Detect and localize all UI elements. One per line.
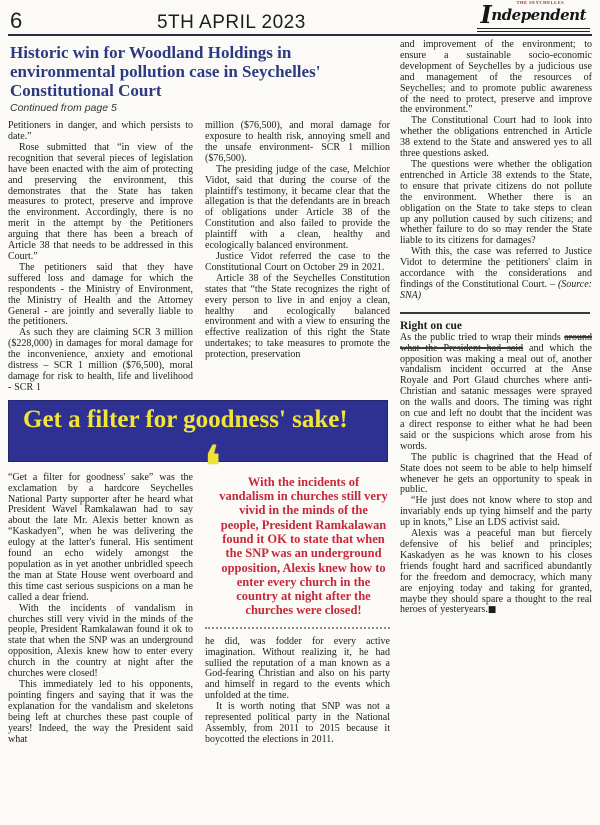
article2-columns [8,432,390,746]
paragraph: With the incidents of vandalism in churches still very vivid in the minds of the people, President Ramkalawan found it ok to state that when the SNP was an underground opposition, Alexis knew how to enter every church in the country at night after the churches were closed! [8,602,193,680]
right-region [400,40,592,746]
paragraph: The Constitutional Court had to look into whether the obligations entrenched in Article 38 extend to the State and answered yes to all three questions asked. [400,115,592,160]
struck-text: around what the President had said [400,331,592,354]
paragraph: Justice Vidot referred the case to the Constitutional Court on October 29 in 2021. [205,250,390,273]
masthead-logo [477,1,590,33]
paragraph: “He just does not know where to stop and invariably ends up tying himself and the party up in knots,” Lise an LDS activist said. [400,495,592,529]
banner-headline: Get a filter for goodness' sake! [8,400,388,462]
paragraph: The petitioners said that they have suffered loss and damage for which the respondents - the Ministry of Environment, the Ministry of Health and the Attorney General - are jointly and severally liable to the petitioners. [8,261,193,328]
article1-col1 [8,121,193,394]
page-date: 5TH APRIL 2023 [156,12,306,33]
paragraph: The questions were whether the obligation entrenched in Article 38 extends to the State, to ensure that private citizens do not pollute the environment. Whether there is an obligation on the State to take steps to clean up any pollution caused by such citizens; and whether failure to do so may render the State liable to its citizens for damages? [400,158,592,247]
end-of-article-mark: ■ [487,605,497,616]
page-header [8,0,592,36]
article1-columns [8,121,390,394]
paragraph: With this, the case was referred to Justice Vidot to determine the petitioners' claim in accordance with the considerations and findings of the Constitutional Court. – (Source: SNA) [400,246,592,301]
paragraph: Article 38 of the Seychelles Constitution states that “the State recognizes the right of every person to live in and enjoy a clean, healthy and ecologically balanced environment and with a view to ensuring the effective realization of this right the State undertakes; to take measures to promote the protection, preservation [205,272,390,361]
article1-col2 [205,121,390,394]
paragraph: Alexis was a peaceful man but fiercely defensive of his belief and principles; Kaskadyen as he was known to his closes friends fought hard and sacrificed abundantly for the freedom and democracy, which many are enjoying today and taking for granted, maybe they should spare a thought to the real heroes of yesteryears.■ [400,528,592,616]
masthead-title: Independent [480,0,586,29]
section-divider [400,312,590,314]
pull-quote: With the incidents of vandalism in churches still very vivid in the minds of the people, President Ramkalawan found it OK to state that when the SNP was an underground opposition, Alexis knew how to enter every church in the country at night after the churches were closed! [205,473,390,629]
source-credit: (Source: SNA) [400,278,592,301]
article1-col3 [400,40,592,302]
left-region [8,40,390,746]
paragraph: Petitioners in danger, and which persists to date.” [8,120,193,142]
right-on-cue-section [400,320,592,617]
paragraph: and improvement of the environment; to ensure a sustainable socio-economic development of Seychelles by a judicious use and management of the resources of Seychelles; and to promote public awareness of the need to protect, preserve and improve the environment.” [400,39,592,116]
masthead-tagline: THE SEYCHELLES [516,0,565,5]
paragraph: As the public tried to wrap their minds around what the President had said and which the opposition was making a meal out of, another vandalism incident occurred at the Anse Royale and Port Glaud churches where anti-Christian and satanic messages were sprayed on the walls and doors. The timing was right on cue and left no doubt that the incident was a direct response to either what he had been said or the suspicions which arose from his words. [400,331,592,452]
page-body [8,40,592,746]
paragraph: The public is chagrined that the Head of State does not seem to be able to help himself whenever he gets an opportunity to speak in public. [400,451,592,496]
paragraph: “Get a filter for goodness' sake” was the exclamation by a hardcore Seychelles National Party supporter after he heard what President Wavel Ramkalawan had to say about the late Mr. Alexis better known as “Kaskadyen”, when he was delivering the eulogy at the latter's funeral. His sentiment found an echo widely amongst the population as in yet another unbridled speech the man at State House went overboard and this time cast serious suspicions on a man he called a dear friend. [8,471,193,603]
article1-headline: Historic win for Woodland Holdings in environmental pollution case in Seychelles' Constitutional Court [10,43,321,101]
right-on-cue-heading: Right on cue [400,319,462,332]
article2-col2 [203,432,390,746]
paragraph: The presiding judge of the case, Melchior Vidot, said that during the course of the plaintiff's testimony, it became clear that the allegation is that the defendants are in breach of obligations under Article 38 of the Constitution and also failed to provide the plaintiff with a clean, healthy and ecologically balanced environment. [205,163,390,252]
paragraph: It is worth noting that SNP was not a represented political party in the National Assembly, from 2011 to 2015 because it boycotted the elections in 2011. [205,701,390,745]
quote-icon: ❛ [203,432,222,501]
article2-col1 [8,473,193,746]
continued-from-note: Continued from page 5 [10,102,117,115]
paragraph: he did, was fodder for every active imagination. Without realizing it, he had sullied the reputation of a man known as a God-fearing Christian and also on his party and himself in regard to the events which unfolded at the time. [205,635,390,702]
paragraph: Rose submitted that “in view of the recognition that several pieces of legislation have been enacted with the aim of protecting and preserving the environment, this demonstrates that the State has taken measures to protect, preserve and improve the environment. Accordingly, there is no merit in the attempt by the Petitioners arguing that there has been a breach of Article 38 that needs to be addressed in this Court.” [8,141,193,262]
page-number: 6 [10,8,23,33]
paragraph: This immediately led to his opponents, pointing fingers and saying that it was the explanation for the vandalism and skeletons being left at churches these past couple of years! Indeed, the way the President said what [8,678,193,745]
paragraph: million ($76,500), and moral damage for exposure to health risk, annoying smell and the unsafe environment- SCR 1 million ($76,500). [205,120,390,164]
paragraph: As such they are claiming SCR 3 million ($228,000) in damages for moral damage for the inconvenience, anxiety and emotional distress – SCR 1 million ($76,500), moral damage for risk to health, life and livelihood - SCR 1 [8,327,193,393]
